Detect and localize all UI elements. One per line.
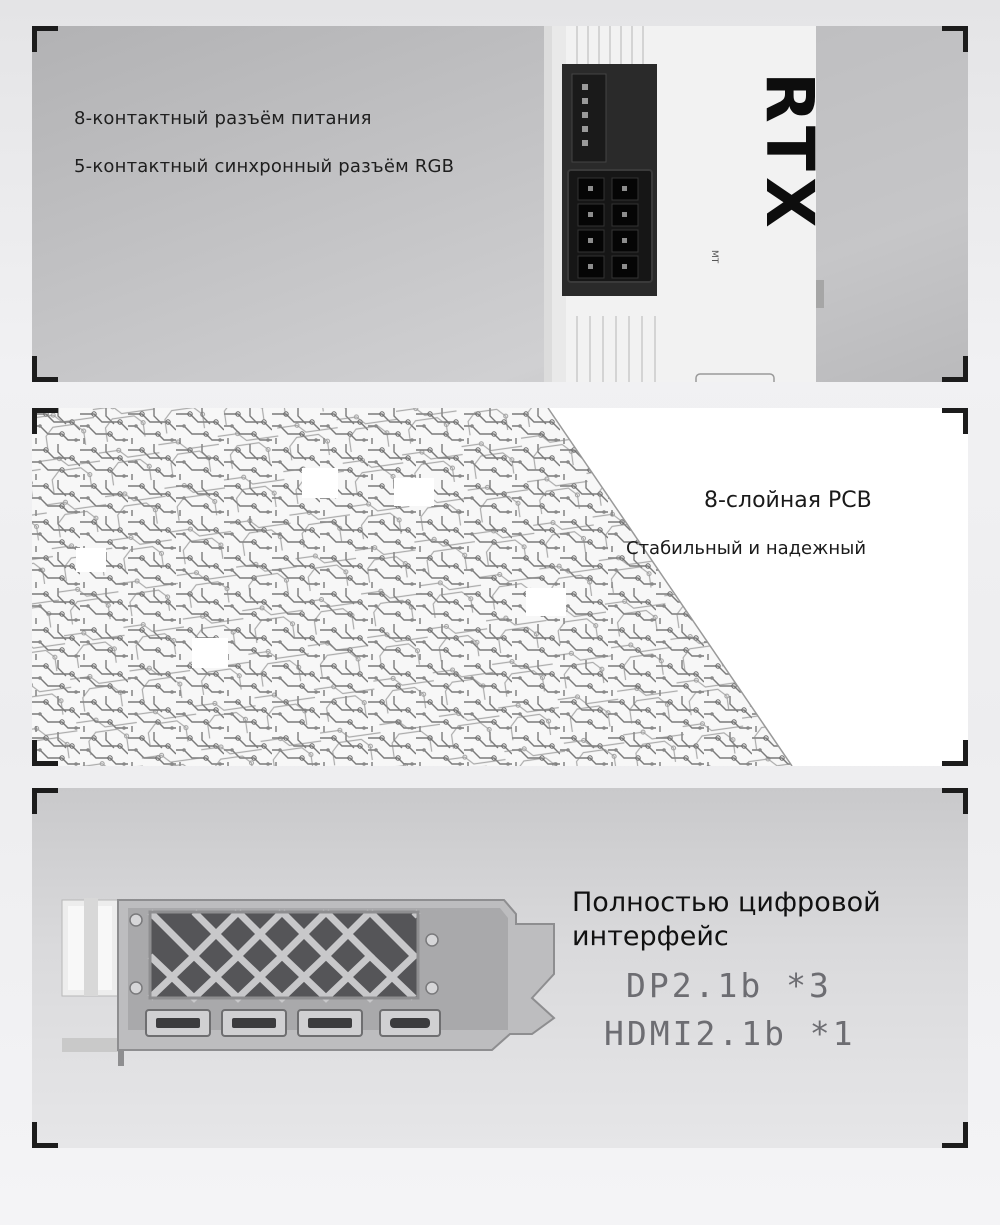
pcb-subtitle: Стабильный и надежный bbox=[626, 538, 867, 559]
io-panel bbox=[32, 788, 968, 1148]
frame-corner-top-right bbox=[942, 408, 968, 434]
frame-corner-top-left bbox=[32, 788, 58, 814]
pcb-panel bbox=[32, 408, 968, 766]
dp-port-spec: DP2.1b *3 bbox=[626, 966, 832, 1005]
interface-title: Полностью цифровой интерфейс bbox=[572, 887, 881, 952]
graphics-card-side-image bbox=[32, 26, 968, 382]
frame-corner-top-right bbox=[942, 788, 968, 814]
rgb-connector-label: 5-контактный синхронный разъём RGB bbox=[74, 156, 455, 177]
frame-corner-top-left bbox=[32, 408, 58, 434]
frame-corner-bottom-right bbox=[942, 1122, 968, 1148]
frame-corner-bottom-left bbox=[32, 740, 58, 766]
pcb-title: 8-слойная PCB bbox=[704, 488, 872, 513]
frame-corner-top-right bbox=[942, 26, 968, 52]
power-connector-panel bbox=[32, 26, 968, 382]
frame-corner-bottom-left bbox=[32, 1122, 58, 1148]
frame-corner-bottom-right bbox=[942, 356, 968, 382]
pcb-traces-illustration bbox=[32, 408, 968, 766]
power-connector-label: 8-контактный разъём питания bbox=[74, 108, 372, 129]
rtx-logo: RTX bbox=[751, 72, 828, 234]
card-mark: MT bbox=[709, 250, 719, 264]
frame-corner-bottom-left bbox=[32, 356, 58, 382]
frame-corner-top-left bbox=[32, 26, 58, 52]
hdmi-port-spec: HDMI2.1b *1 bbox=[604, 1014, 856, 1053]
frame-corner-bottom-right bbox=[942, 740, 968, 766]
